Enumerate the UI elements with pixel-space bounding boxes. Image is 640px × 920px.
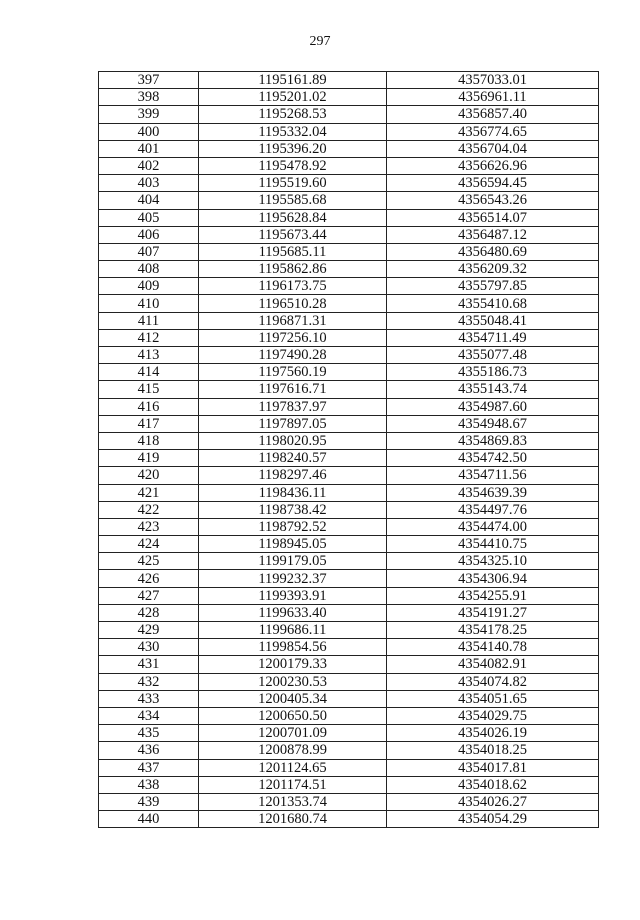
table-row [99,209,599,226]
y-coordinate-cell: 4354140.78 [387,639,599,656]
table-row [99,484,599,501]
y-coordinate-cell: 4354017.81 [387,759,599,776]
y-coordinate-cell: 4356704.04 [387,140,599,157]
x-coordinate-cell: 1196173.75 [199,278,387,295]
x-coordinate-cell: 1195628.84 [199,209,387,226]
y-coordinate-cell: 4356626.96 [387,157,599,174]
x-coordinate-cell: 1201353.74 [199,793,387,810]
point-number-cell: 406 [99,226,199,243]
point-number-cell: 432 [99,673,199,690]
point-number-cell: 402 [99,157,199,174]
point-number-cell: 399 [99,106,199,123]
table-row [99,587,599,604]
point-number-cell: 433 [99,690,199,707]
table-row [99,312,599,329]
x-coordinate-cell: 1195862.86 [199,261,387,278]
y-coordinate-cell: 4354474.00 [387,518,599,535]
y-coordinate-cell: 4356594.45 [387,175,599,192]
x-coordinate-cell: 1198436.11 [199,484,387,501]
point-number-cell: 410 [99,295,199,312]
y-coordinate-cell: 4354742.50 [387,450,599,467]
table-row [99,656,599,673]
x-coordinate-cell: 1195161.89 [199,72,387,89]
x-coordinate-cell: 1197897.05 [199,415,387,432]
table-row [99,811,599,828]
x-coordinate-cell: 1199854.56 [199,639,387,656]
y-coordinate-cell: 4354018.25 [387,742,599,759]
x-coordinate-cell: 1200230.53 [199,673,387,690]
x-coordinate-cell: 1197490.28 [199,347,387,364]
point-number-cell: 409 [99,278,199,295]
x-coordinate-cell: 1195519.60 [199,175,387,192]
y-coordinate-cell: 4354987.60 [387,398,599,415]
x-coordinate-cell: 1199393.91 [199,587,387,604]
point-number-cell: 397 [99,72,199,89]
point-number-cell: 434 [99,707,199,724]
y-coordinate-cell: 4354711.49 [387,329,599,346]
y-coordinate-cell: 4355048.41 [387,312,599,329]
y-coordinate-cell: 4355186.73 [387,364,599,381]
y-coordinate-cell: 4356209.32 [387,261,599,278]
y-coordinate-cell: 4355077.48 [387,347,599,364]
table-row [99,140,599,157]
point-number-cell: 411 [99,312,199,329]
point-number-cell: 400 [99,123,199,140]
y-coordinate-cell: 4355410.68 [387,295,599,312]
table-row [99,742,599,759]
x-coordinate-cell: 1197560.19 [199,364,387,381]
x-coordinate-cell: 1195478.92 [199,157,387,174]
table-row [99,536,599,553]
point-number-cell: 426 [99,570,199,587]
point-number-cell: 435 [99,725,199,742]
table-row [99,673,599,690]
point-number-cell: 421 [99,484,199,501]
point-number-cell: 412 [99,329,199,346]
table-row [99,157,599,174]
point-number-cell: 430 [99,639,199,656]
table-row [99,690,599,707]
point-number-cell: 404 [99,192,199,209]
point-number-cell: 407 [99,243,199,260]
point-number-cell: 419 [99,450,199,467]
table-row [99,639,599,656]
page-number: 297 [309,34,331,49]
point-number-cell: 415 [99,381,199,398]
table-row [99,518,599,535]
y-coordinate-cell: 4354191.27 [387,604,599,621]
table-row [99,570,599,587]
point-number-cell: 403 [99,175,199,192]
x-coordinate-cell: 1201124.65 [199,759,387,776]
x-coordinate-cell: 1195201.02 [199,89,387,106]
point-number-cell: 429 [99,622,199,639]
table-row [99,106,599,123]
point-number-cell: 422 [99,501,199,518]
y-coordinate-cell: 4356774.65 [387,123,599,140]
x-coordinate-cell: 1199232.37 [199,570,387,587]
table-row [99,415,599,432]
point-number-cell: 423 [99,518,199,535]
y-coordinate-cell: 4354410.75 [387,536,599,553]
point-number-cell: 416 [99,398,199,415]
y-coordinate-cell: 4354051.65 [387,690,599,707]
x-coordinate-cell: 1197256.10 [199,329,387,346]
y-coordinate-cell: 4354639.39 [387,484,599,501]
table-row [99,226,599,243]
y-coordinate-cell: 4354178.25 [387,622,599,639]
table-row [99,501,599,518]
y-coordinate-cell: 4356487.12 [387,226,599,243]
table-row [99,725,599,742]
x-coordinate-cell: 1198945.05 [199,536,387,553]
y-coordinate-cell: 4356543.26 [387,192,599,209]
x-coordinate-cell: 1198020.95 [199,432,387,449]
table-row [99,261,599,278]
x-coordinate-cell: 1195585.68 [199,192,387,209]
point-number-cell: 437 [99,759,199,776]
table-row [99,432,599,449]
table-row [99,622,599,639]
y-coordinate-cell: 4354306.94 [387,570,599,587]
point-number-cell: 438 [99,776,199,793]
point-number-cell: 414 [99,364,199,381]
table-body [99,72,599,828]
table-row [99,243,599,260]
table-row [99,175,599,192]
table-row [99,347,599,364]
x-coordinate-cell: 1196871.31 [199,312,387,329]
y-coordinate-cell: 4354497.76 [387,501,599,518]
y-coordinate-cell: 4356480.69 [387,243,599,260]
x-coordinate-cell: 1198297.46 [199,467,387,484]
point-number-cell: 431 [99,656,199,673]
x-coordinate-cell: 1195673.44 [199,226,387,243]
table-row [99,707,599,724]
y-coordinate-cell: 4354054.29 [387,811,599,828]
table-row [99,295,599,312]
point-number-cell: 427 [99,587,199,604]
table-row [99,89,599,106]
point-number-cell: 436 [99,742,199,759]
point-number-cell: 424 [99,536,199,553]
y-coordinate-cell: 4354026.19 [387,725,599,742]
y-coordinate-cell: 4356961.11 [387,89,599,106]
point-number-cell: 425 [99,553,199,570]
x-coordinate-cell: 1200701.09 [199,725,387,742]
table-row [99,398,599,415]
y-coordinate-cell: 4355797.85 [387,278,599,295]
table-row [99,776,599,793]
x-coordinate-cell: 1195396.20 [199,140,387,157]
table-row [99,123,599,140]
x-coordinate-cell: 1197616.71 [199,381,387,398]
x-coordinate-cell: 1200878.99 [199,742,387,759]
x-coordinate-cell: 1195268.53 [199,106,387,123]
x-coordinate-cell: 1200405.34 [199,690,387,707]
table-row [99,450,599,467]
point-number-cell: 420 [99,467,199,484]
y-coordinate-cell: 4354082.91 [387,656,599,673]
table-row [99,793,599,810]
x-coordinate-cell: 1197837.97 [199,398,387,415]
x-coordinate-cell: 1195332.04 [199,123,387,140]
y-coordinate-cell: 4354074.82 [387,673,599,690]
table-row [99,467,599,484]
y-coordinate-cell: 4354948.67 [387,415,599,432]
y-coordinate-cell: 4354869.83 [387,432,599,449]
point-number-cell: 417 [99,415,199,432]
x-coordinate-cell: 1198240.57 [199,450,387,467]
x-coordinate-cell: 1199633.40 [199,604,387,621]
point-number-cell: 408 [99,261,199,278]
point-number-cell: 418 [99,432,199,449]
y-coordinate-cell: 4356857.40 [387,106,599,123]
y-coordinate-cell: 4355143.74 [387,381,599,398]
x-coordinate-cell: 1201680.74 [199,811,387,828]
table-row [99,329,599,346]
coordinates-table [98,71,599,828]
point-number-cell: 398 [99,89,199,106]
y-coordinate-cell: 4354029.75 [387,707,599,724]
x-coordinate-cell: 1200179.33 [199,656,387,673]
y-coordinate-cell: 4354018.62 [387,776,599,793]
table-row [99,364,599,381]
x-coordinate-cell: 1198792.52 [199,518,387,535]
point-number-cell: 428 [99,604,199,621]
y-coordinate-cell: 4354325.10 [387,553,599,570]
x-coordinate-cell: 1198738.42 [199,501,387,518]
y-coordinate-cell: 4356514.07 [387,209,599,226]
point-number-cell: 405 [99,209,199,226]
table-row [99,381,599,398]
table-row [99,604,599,621]
y-coordinate-cell: 4354255.91 [387,587,599,604]
table-row [99,72,599,89]
table-row [99,759,599,776]
table-row [99,192,599,209]
y-coordinate-cell: 4357033.01 [387,72,599,89]
y-coordinate-cell: 4354026.27 [387,793,599,810]
table-row [99,278,599,295]
x-coordinate-cell: 1195685.11 [199,243,387,260]
point-number-cell: 413 [99,347,199,364]
x-coordinate-cell: 1200650.50 [199,707,387,724]
point-number-cell: 440 [99,811,199,828]
point-number-cell: 439 [99,793,199,810]
y-coordinate-cell: 4354711.56 [387,467,599,484]
x-coordinate-cell: 1199686.11 [199,622,387,639]
table-row [99,553,599,570]
x-coordinate-cell: 1201174.51 [199,776,387,793]
x-coordinate-cell: 1196510.28 [199,295,387,312]
point-number-cell: 401 [99,140,199,157]
x-coordinate-cell: 1199179.05 [199,553,387,570]
